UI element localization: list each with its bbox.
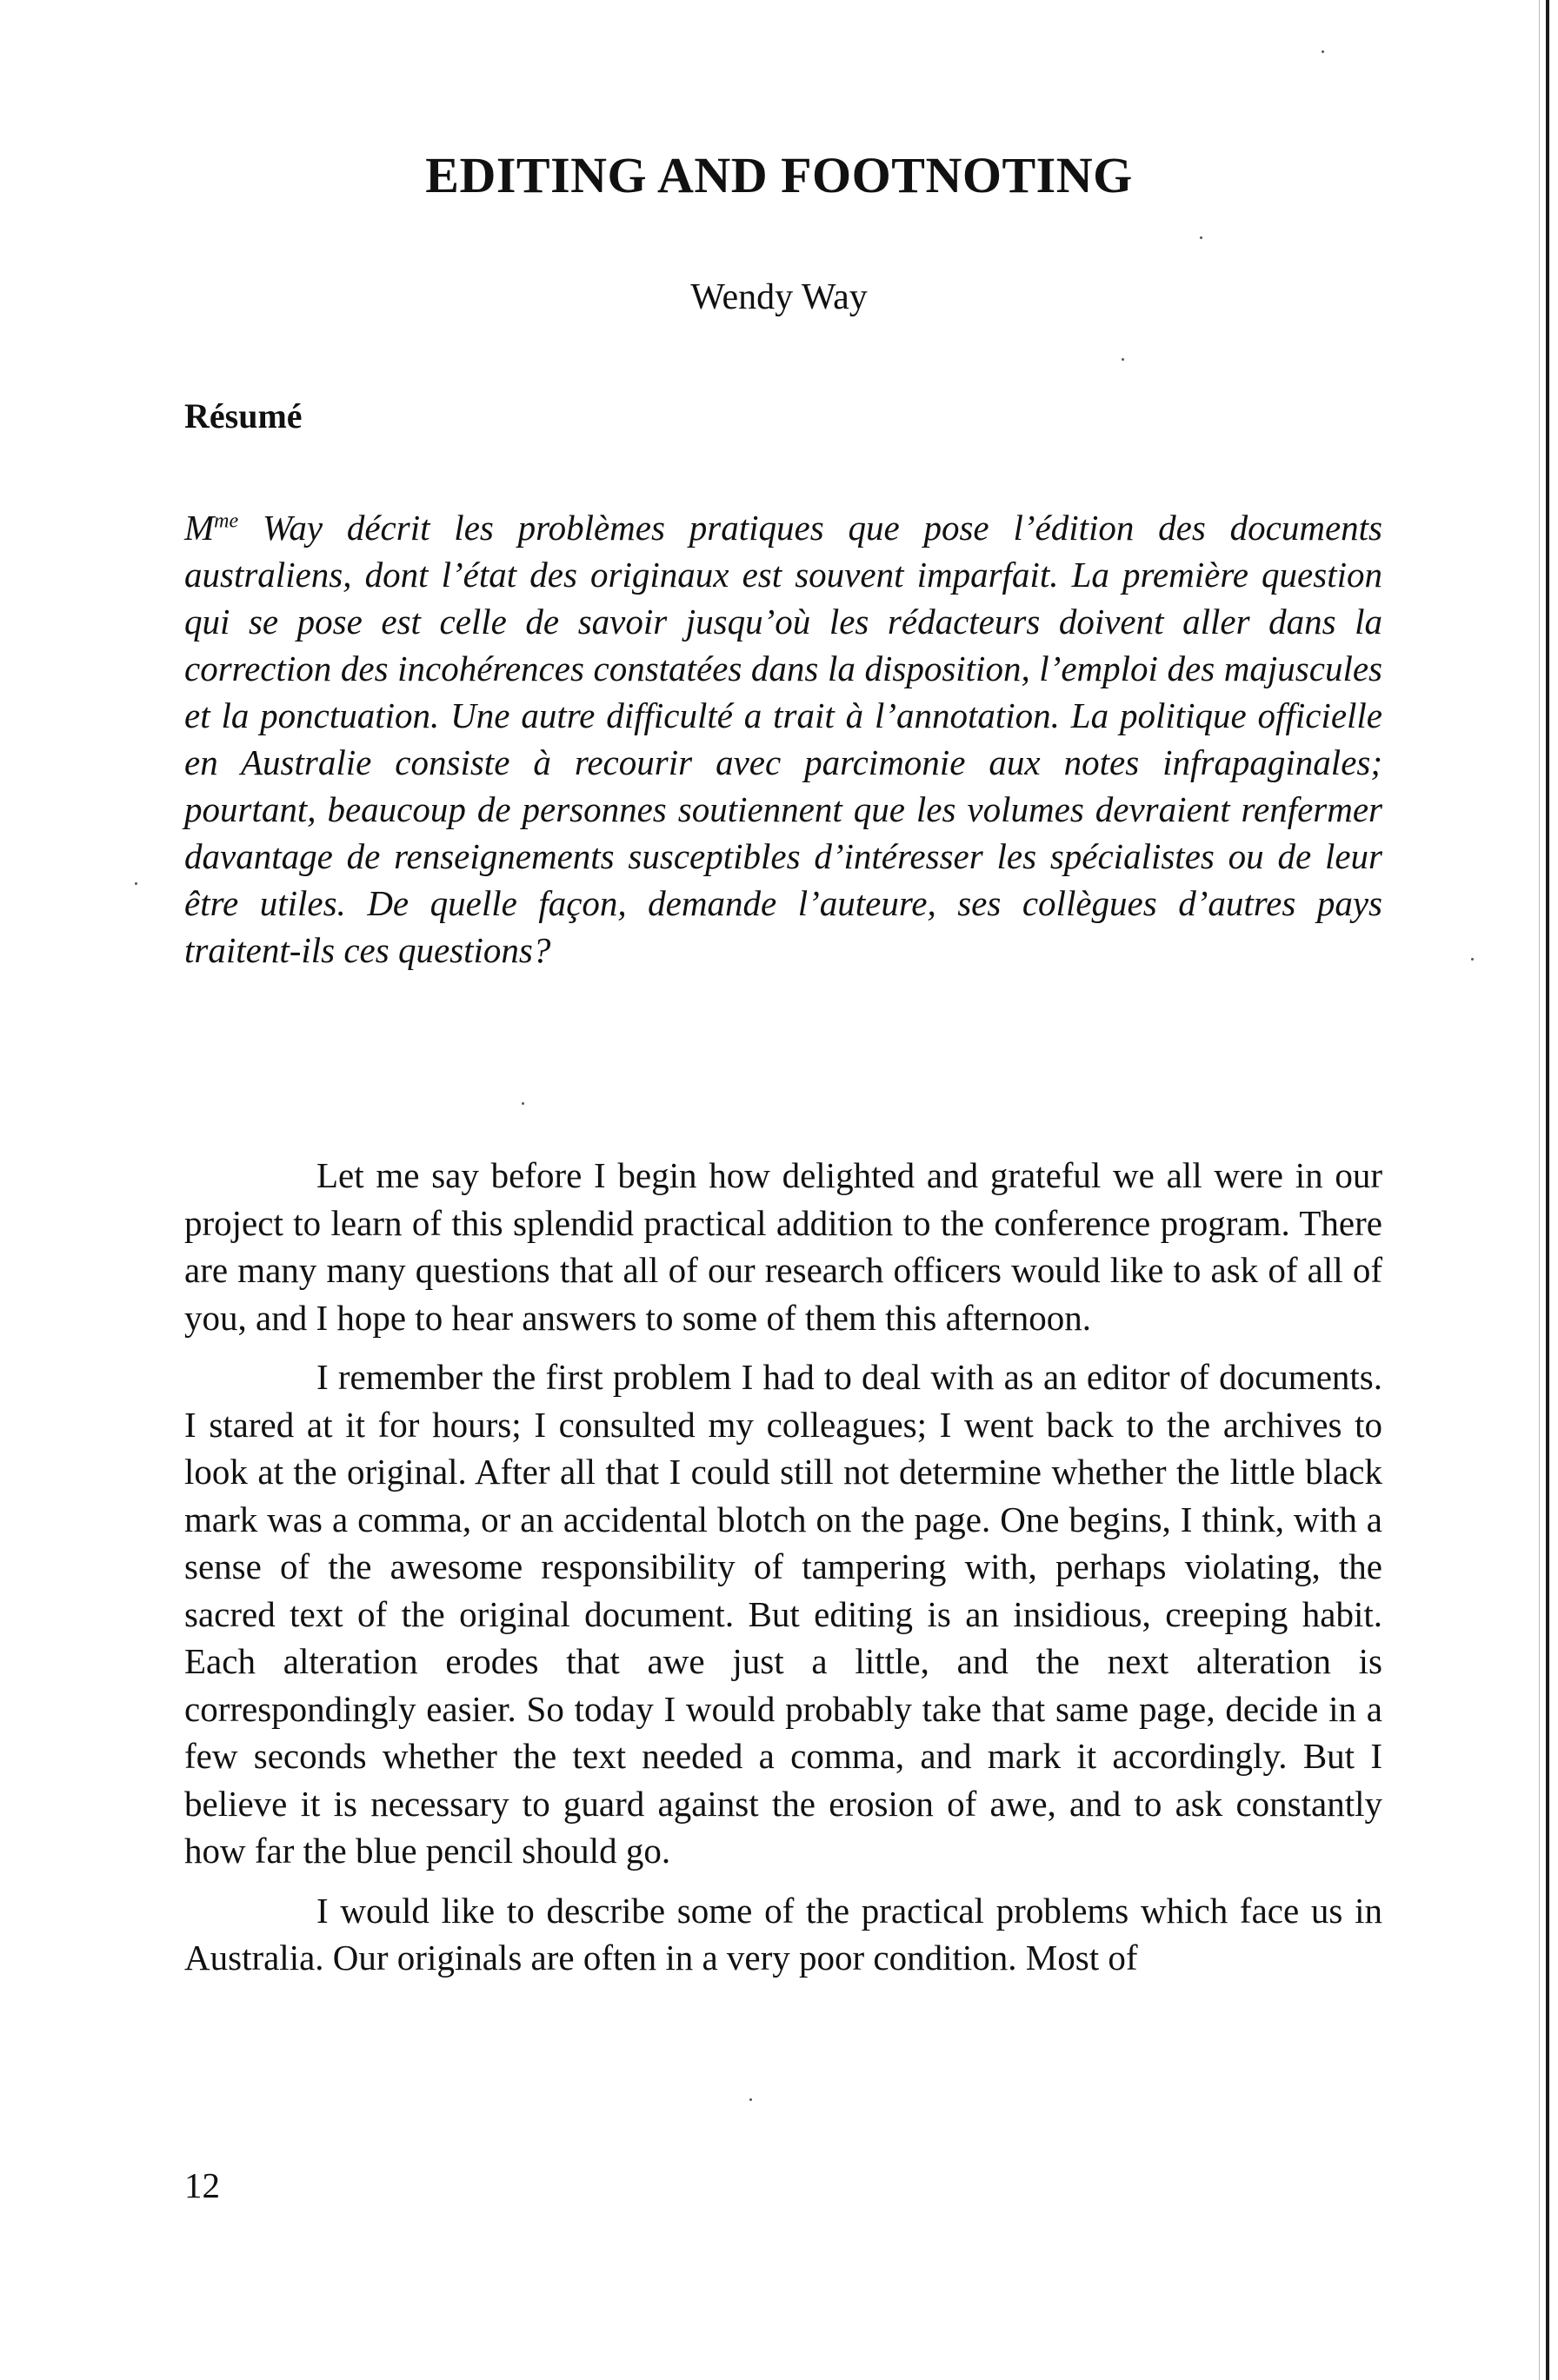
body-paragraph-3: I would like to describe some of the practical problems which face us in Australia. Our originals are often in a very poor condition. Most of [184,1890,1382,1978]
scan-speck [1200,236,1202,239]
page-edge-border [1546,0,1549,2380]
resume-heading: Résumé [184,396,303,435]
article-author: Wendy Way [690,277,868,317]
page-edge-shadow [1539,0,1540,2380]
scan-speck [1471,958,1474,961]
scan-speck [1122,358,1124,361]
resume-body: Way décrit les problèmes pratiques que pose l’édition des documents australiens, dont l’état des originaux est souvent imparfait. La première question qui se pose est celle de savoir jusqu’où les rédacteurs doivent aller dans la correction des incohérences constatées dans la disposition, l’emploi des majuscules et la ponctuation. Une autre difficulté a trait à l’annotation. La politique officielle en Australie consiste à recourir avec parcimonie aux notes infrapaginales; pourtant, beaucoup de personnes soutiennent que les volumes devraient renfermer davantage de renseignements susceptibles d’intéresser les spécialistes ou de leur être utiles. De quelle façon, demande l’auteure, ses collègues d’autres pays traitent-ils ces questions? [184,508,1382,970]
body-paragraph-2: I remember the first problem I had to deal with as an editor of documents. I stared at it for hours; I consulted my colleagues; I went back to the archives to look at the original. After all that I could still not determine whether the little black mark was a comma, or an accidental blotch on the page. One begins, I think, with a sense of the awesome responsibility of tampering with, perhaps violating, the sacred text of the original document. But editing is an insidious, creeping habit. Each alteration erodes that awe just a little, and the next alteration is correspondingly easier. So today I would probably take that same page, decide in a few seconds whether the text needed a comma, and mark it accordingly. But I believe it is necessary to guard against the erosion of awe, and to ask constantly how far the blue pencil should go. [184,1357,1382,1871]
resume-lead: M [184,508,215,548]
scan-speck [135,882,137,885]
body-paragraph-1: Let me say before I begin how delighted and grateful we all were in our project to learn of this splendid practical addition to the conference program. There are many many questions that all of our research officers would like to ask of all of you, and I hope to hear answers to some of them this afternoon. [184,1155,1382,1338]
scan-speck [522,1102,524,1105]
page-number: 12 [184,2165,220,2205]
article-body [184,1152,1382,1994]
resume-lead-superscript: me [214,509,239,533]
scan-speck [749,2098,752,2101]
article-title: EDITING AND FOOTNOTING [425,147,1133,203]
scan-speck [1322,50,1324,53]
resume-abstract [184,504,1382,974]
